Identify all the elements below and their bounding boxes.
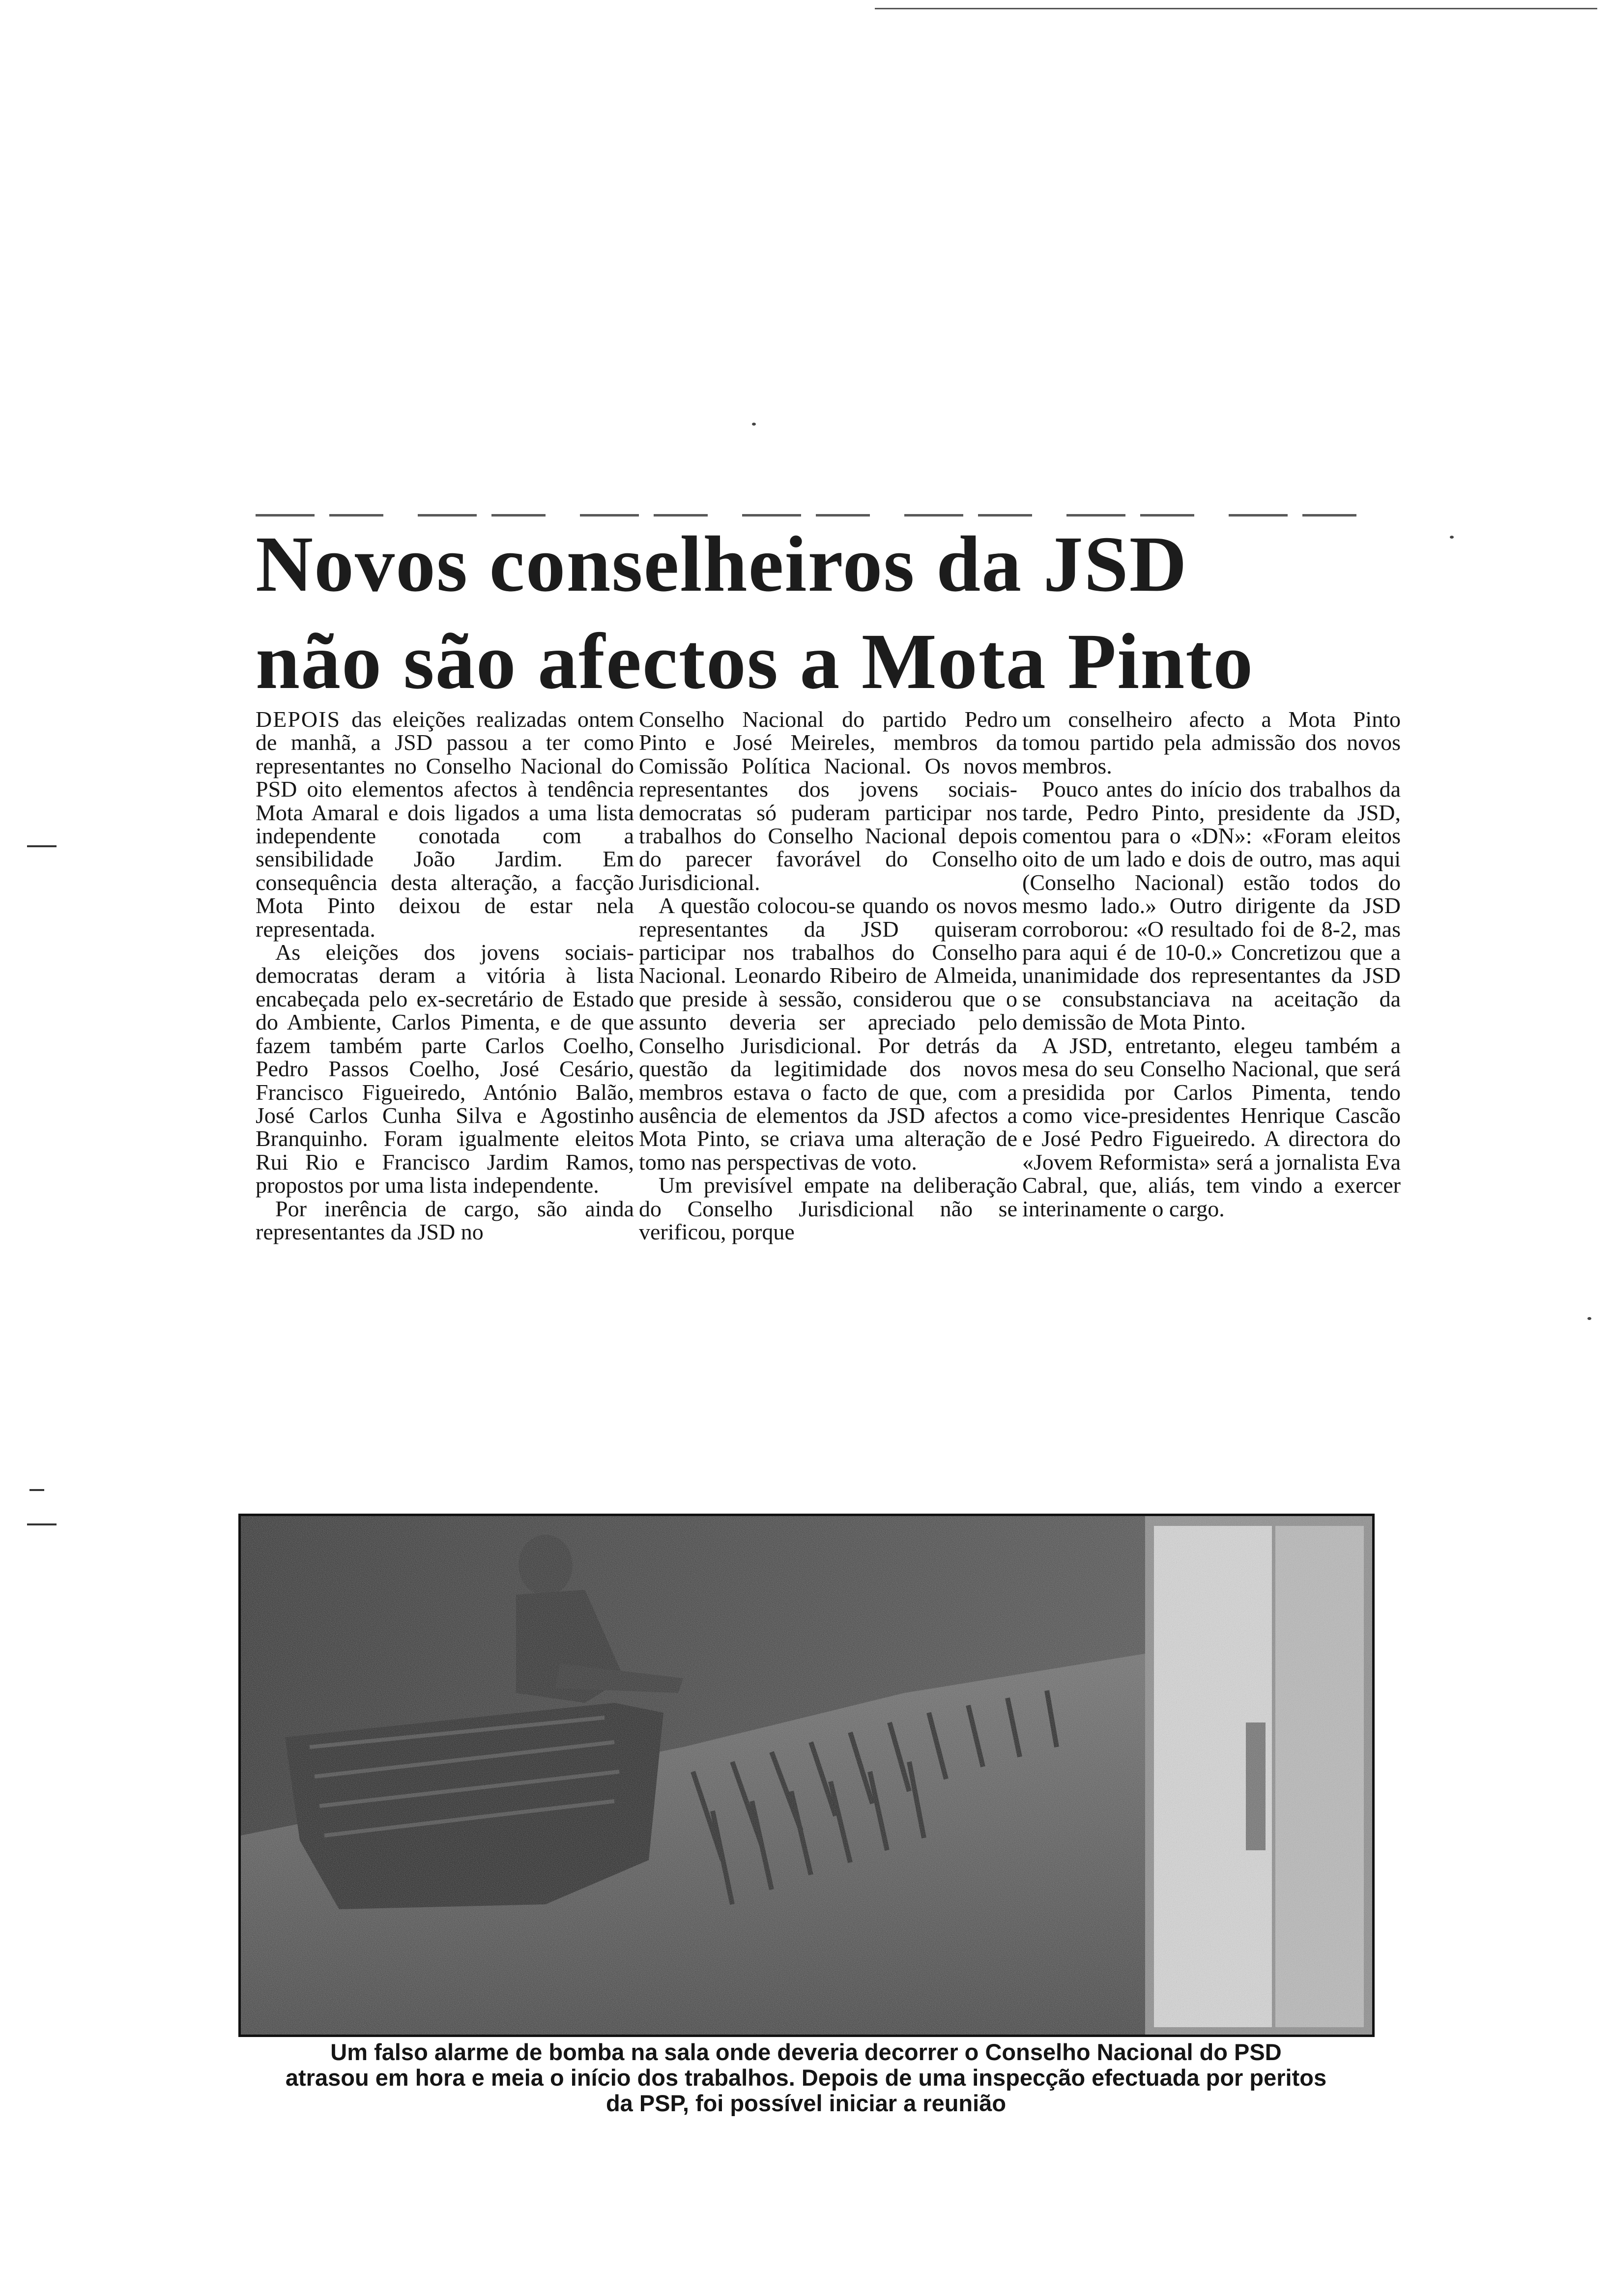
caption-line-2: atrasou em hora e meia o início dos trabalhos. Depois de uma inspecção efectuada por peritos <box>285 2065 1327 2091</box>
article-headline <box>256 516 1386 711</box>
article-paragraph: A JSD, entretanto, elegeu também a mesa do seu Conselho Nacional, que será presidida por Carlos Pimenta, tendo como vice-presidentes Henrique Cascão e José Pedro Figueiredo. A directora do «Jovem Reformista» será a jornalista Eva Cabral, que, aliás, tem vindo a exercer interinamente o cargo. <box>1022 1033 1401 1221</box>
scan-margin-mark <box>29 1489 44 1491</box>
article-paragraph: Conselho Nacional do partido Pedro Pinto e José Meireles, membros da Comissão Política Nacional. Os novos representantes dos jovens sociais-democratas só puderam participar nos trabalhos do Conselho Nacional depois do parecer favorável do Conselho Jurisdicional. <box>639 708 1017 895</box>
article-column-1 <box>256 708 634 1499</box>
caption-line-1: Um falso alarme de bomba na sala onde deveria decorrer o Conselho Nacional do PSD <box>330 2039 1282 2065</box>
article-paragraph: A questão colocou-se quando os novos representantes da JSD quiseram participar nos trabalhos do Conselho Nacional. Leonardo Ribeiro de Almeida, que preside à sessão, considerou que o assunto deveria ser apreciado pelo Conselho Jurisdicional. Por detrás da questão da legitimidade dos novos membros estava o facto de que, com a ausência de elementos da JSD afectos a Mota Pinto, se criava uma alteração de tomo nas perspectivas de voto. <box>639 893 1017 1175</box>
article-paragraph: Um previsível empate na deliberação do Conselho Jurisdicional não se verificou, porque <box>639 1173 1017 1244</box>
scan-margin-mark <box>27 845 57 847</box>
article-column-2 <box>639 708 1017 1499</box>
paragraph-text: das eleições realizadas ontem de manhã, a JSD passou a ter como representantes no Conselho Nacional do PSD oito elementos afectos à tendência Mota Amaral e dois ligados a uma lista independente conotada com a sensibilidade João Jardim. Em consequência desta alteração, a facção Mota Pinto deixou de estar nela representada. <box>256 708 634 942</box>
article-paragraph: Pouco antes do início dos trabalhos da tarde, Pedro Pinto, presidente da JSD, comentou para o «DN»: «Foram eleitos oito de um lado e dois de outro, mas aqui (Conselho Nacional) estão todos do mesmo lado.» Outro dirigente da JSD corroborou: «O resultado foi de 8-2, mas para aqui é de 10-0.» Concretizou que a unanimidade dos representantes da JSD se consubstanciava na aceitação da demissão de Mota Pinto. <box>1022 776 1401 1035</box>
headline-line-1: Novos conselheiros da JSD <box>256 520 1188 608</box>
article-paragraph: Por inerência de cargo, são ainda representantes da JSD no <box>256 1196 634 1244</box>
headline-line-2: não são afectos a Mota Pinto <box>256 618 1254 706</box>
article-column-3 <box>1022 708 1401 1499</box>
news-photo-icon <box>241 1516 1372 2035</box>
article-paragraph <box>256 708 634 941</box>
lead-word: DEPOIS <box>256 708 341 732</box>
news-photo <box>238 1514 1375 2037</box>
scan-speck <box>752 423 756 426</box>
article-paragraph: um conselheiro afecto a Mota Pinto tomou partido pela admissão dos novos membros. <box>1022 708 1401 778</box>
scan-speck <box>1587 1317 1591 1320</box>
caption-line-3: da PSP, foi possível iniciar a reunião <box>605 2090 1007 2116</box>
scan-margin-mark <box>27 1523 57 1525</box>
article-paragraph: As eleições dos jovens sociais-democratas deram a vitória à lista encabeçada pelo ex-secretário de Estado do Ambiente, Carlos Pimenta, e de que fazem também parte Carlos Coelho, Pedro Passos Coelho, José Cesário, Francisco Figueiredo, António Balão, José Carlos Cunha Silva e Agostinho Branquinho. Foram igualmente eleitos Rui Rio e Francisco Jardim Ramos, propostos por uma lista independente. <box>256 940 634 1198</box>
scan-edge-line <box>875 8 1597 9</box>
scan-speck <box>1450 536 1454 539</box>
photo-caption <box>233 2039 1379 2116</box>
